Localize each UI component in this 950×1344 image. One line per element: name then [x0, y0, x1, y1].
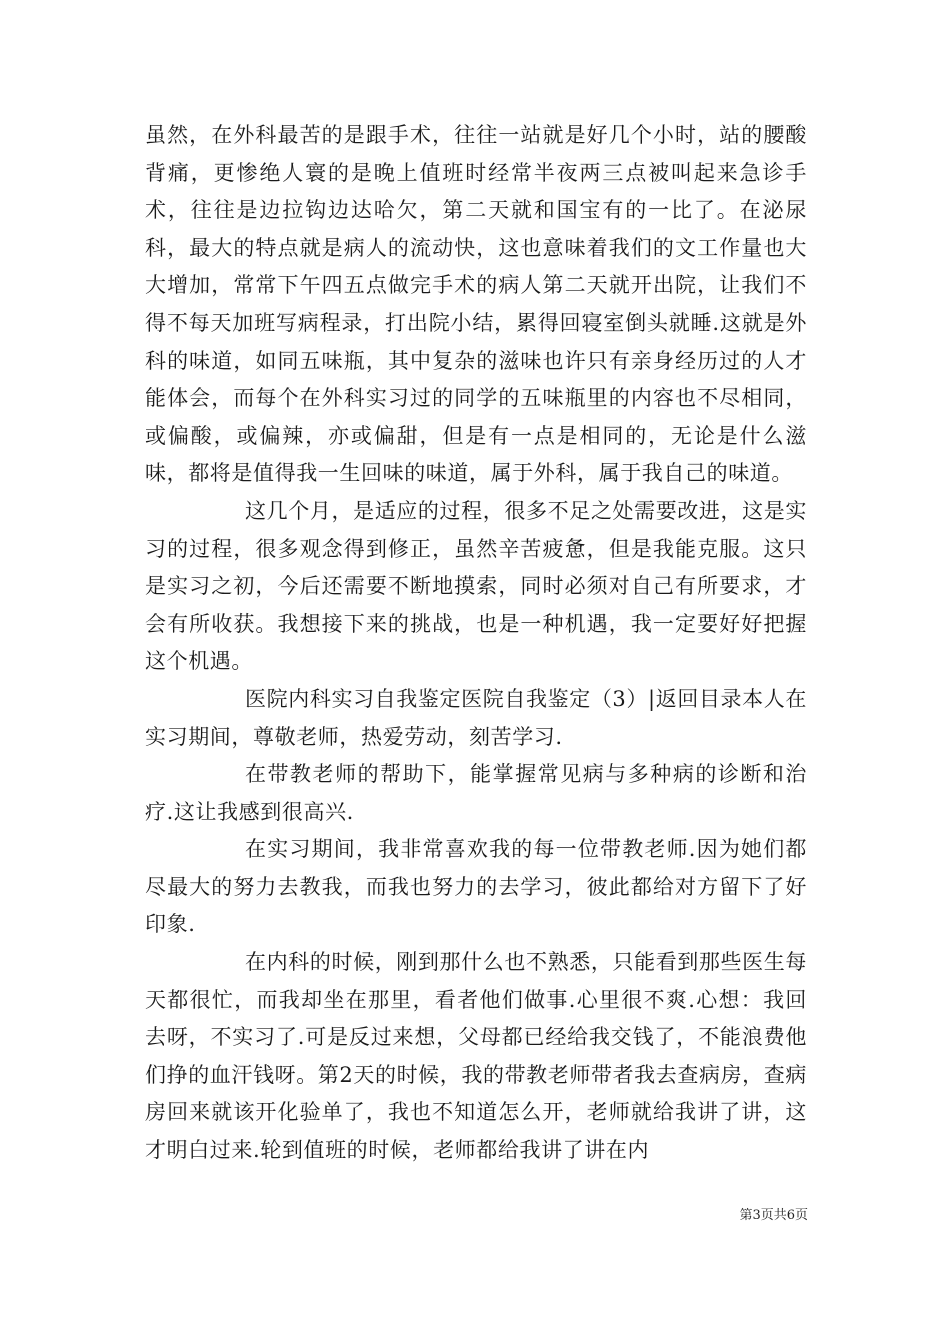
document-body	[145, 117, 807, 1170]
paragraph-teachers: 在实习期间，我非常喜欢我的每一位带教老师.因为她们都尽最大的努力去教我，而我也努力的去学习，彼此都给对方留下了好印象.	[145, 837, 807, 937]
paragraph-surgery-experience: 虽然，在外科最苦的是跟手术，往往一站就是好几个小时，站的腰酸背痛，更惨绝人寰的是晚上值班时经常半夜两三点被叫起来急诊手术，往往是边拉钩边达哈欠，第二天就和国宝有的一比了。在泌尿科，最大的特点就是病人的流动快，这也意味着我们的文工作量也大大增加，常常下午四五点做完手术的病人第二天就开出院，让我们不得不每天加班写病程录，打出院小结，累得回寝室倒头就睡.这就是外科的味道，如同五味瓶，其中复杂的滋味也许只有亲身经历过的人才能体会，而每个在外科实习过的同学的五味瓶里的内容也不尽相同，或偏酸，或偏辣，亦或偏甜，但是有一点是相同的，无论是什么滋味，都将是值得我一生回味的味道，属于外科，属于我自己的味道。	[145, 123, 807, 486]
paragraph-internal-medicine-experience: 在内科的时候，刚到那什么也不熟悉，只能看到那些医生每天都很忙，而我却坐在那里，看者他们做事.心里很不爽.心想：我回去呀，不实习了.可是反过来想，父母都已经给我交钱了，不能浪费他们挣的血汗钱呀。第2天的时候，我的带教老师带者我去查病房，查病房回来就该开化验单了，我也不知道怎么开，老师就给我讲了讲，这才明白过来.轮到值班的时候，老师都给我讲了讲在内	[145, 950, 807, 1163]
paragraph-teacher-help: 在带教老师的帮助下，能掌握常见病与多种病的诊断和治疗.这让我感到很高兴.	[145, 762, 807, 824]
paragraph-adaptation: 这几个月，是适应的过程，很多不足之处需要改进，这是实习的过程，很多观念得到修正，虽然辛苦疲惫，但是我能克服。这只是实习之初，今后还需要不断地摸索，同时必须对自己有所要求，才会有所收获。我想接下来的挑战，也是一种机遇，我一定要好好把握这个机遇。	[145, 498, 807, 674]
paragraph-internal-medicine-title: 医院内科实习自我鉴定医院自我鉴定（3）|返回目录本人在实习期间，尊敬老师，热爱劳动，刻苦学习.	[145, 686, 807, 749]
page-number: 第3页共6页	[739, 1208, 808, 1223]
